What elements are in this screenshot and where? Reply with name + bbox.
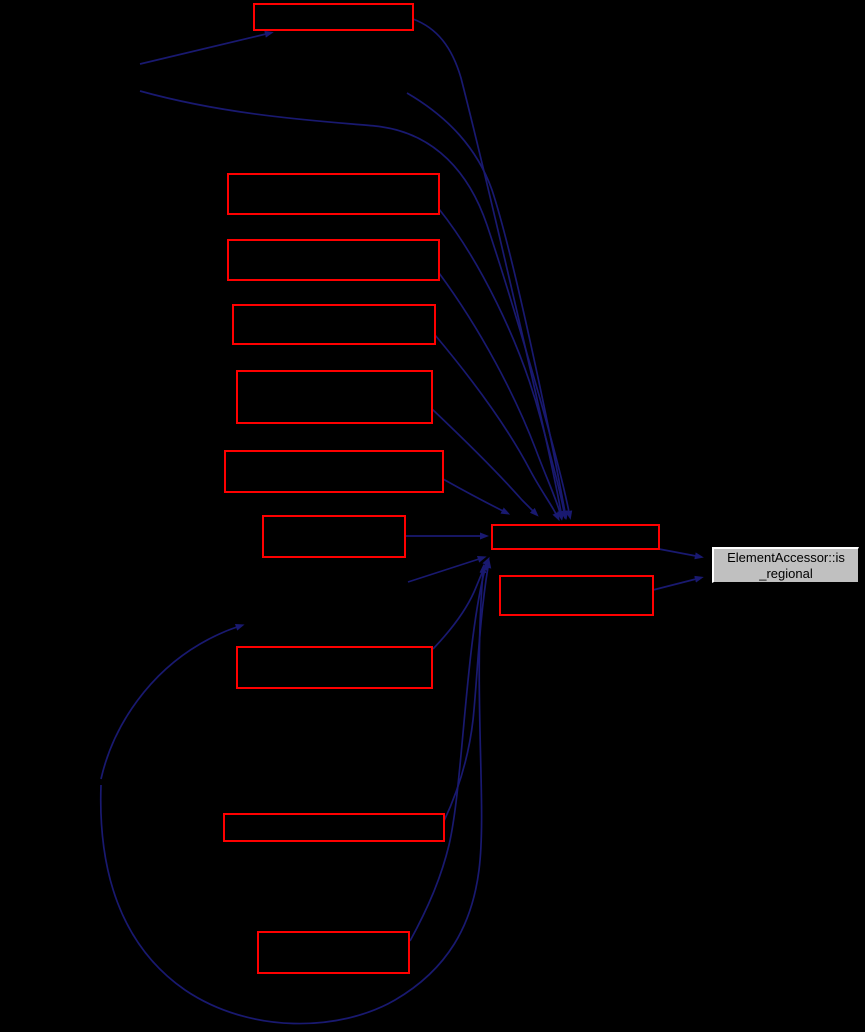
call-edge-caller-5-to-hub <box>432 409 533 511</box>
call-edge-caller-6-to-hub <box>443 479 503 511</box>
graph-node-caller-1[interactable] <box>254 4 413 30</box>
graph-node-caller-5[interactable] <box>237 371 432 423</box>
call-edge-caller-10-to-hub <box>410 569 485 941</box>
graph-node-caller-6[interactable] <box>225 451 443 492</box>
graph-node-caller-3[interactable] <box>228 240 439 280</box>
call-edge-hidden-bottom-to-mid <box>101 627 237 779</box>
focus-node-label-line2: _regional <box>759 565 813 581</box>
call-edge-hidden-left-to-caller-1 <box>140 34 266 64</box>
call-edge-hidden-left-to-hub <box>140 91 569 512</box>
graph-node-caller-10[interactable] <box>258 932 409 973</box>
call-edge-hidden-bottom-to-hub <box>101 572 483 1024</box>
focus-node-label-line1: ElementAccessor::is <box>727 549 845 565</box>
graph-node-caller-8[interactable] <box>237 647 432 688</box>
graph-node-caller-7[interactable] <box>263 516 405 557</box>
edges-group <box>101 19 696 1024</box>
call-edge-hidden-top-to-hub <box>407 93 565 512</box>
graph-node-hub-sibling[interactable] <box>500 576 653 615</box>
graph-node-hub[interactable] <box>492 525 659 549</box>
call-edge-sibling-to-focus <box>653 579 696 590</box>
call-edge-caller-1-to-hub <box>413 19 561 512</box>
call-edge-caller-2-to-hub <box>439 209 564 512</box>
graph-node-caller-9[interactable] <box>224 814 444 841</box>
graph-node-caller-2[interactable] <box>228 174 439 214</box>
call-edge-hidden-mid-to-hub <box>408 559 479 582</box>
graph-node-caller-4[interactable] <box>233 305 435 344</box>
call-edge-hub-to-focus <box>659 549 696 556</box>
focus-node <box>712 547 859 583</box>
nodes-group <box>224 4 659 973</box>
